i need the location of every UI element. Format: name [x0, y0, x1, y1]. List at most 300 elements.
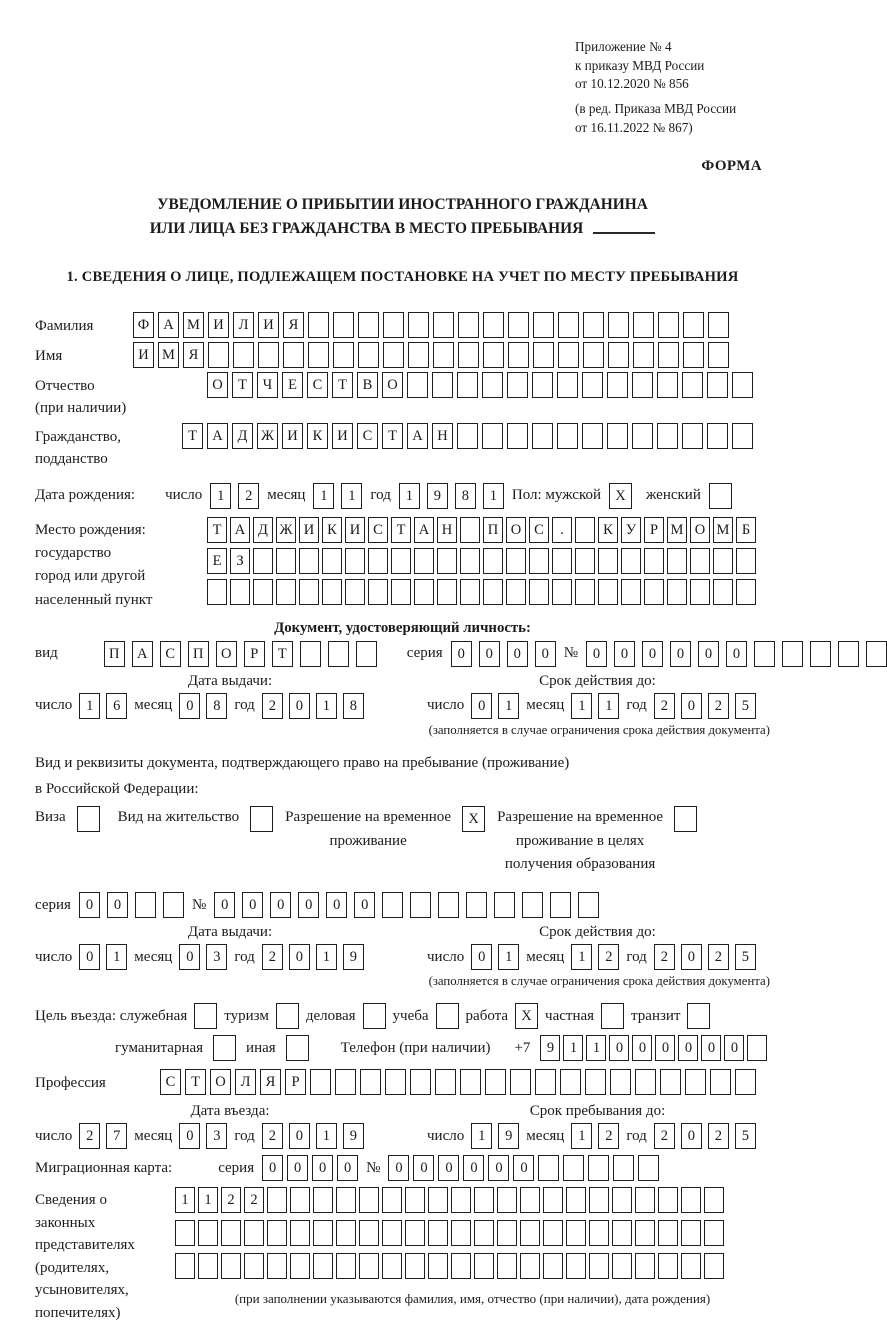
legal-reps-cell[interactable]: [175, 1253, 195, 1279]
permit-number-cell[interactable]: 0: [298, 892, 319, 918]
birth-day-cell[interactable]: 1: [210, 483, 231, 509]
name-cell[interactable]: [433, 342, 454, 368]
entry-year-cell[interactable]: 2: [262, 1123, 283, 1149]
birthplace-cell[interactable]: [736, 548, 756, 574]
legal-reps-cell[interactable]: [520, 1220, 540, 1246]
legal-reps-cell[interactable]: [244, 1253, 264, 1279]
stay-year-cell[interactable]: 5: [735, 1123, 756, 1149]
birthplace-cell[interactable]: [368, 548, 388, 574]
doc-issue-day-cell[interactable]: 6: [106, 693, 127, 719]
permit-number-cell[interactable]: [466, 892, 487, 918]
temp-residence-cell[interactable]: X: [462, 806, 485, 832]
legal-reps-cell[interactable]: [612, 1253, 632, 1279]
doc-number-cell[interactable]: 0: [586, 641, 607, 667]
legal-reps-cell[interactable]: [359, 1220, 379, 1246]
surname-cell[interactable]: [683, 312, 704, 338]
migration-number-cell[interactable]: [638, 1155, 659, 1181]
legal-reps-cell[interactable]: [497, 1187, 517, 1213]
permit-valid-year-cell[interactable]: 2: [654, 944, 675, 970]
doc-kind-cell[interactable]: Р: [244, 641, 265, 667]
name-cell[interactable]: [333, 342, 354, 368]
legal-reps-cell[interactable]: [198, 1220, 218, 1246]
name-cell[interactable]: [208, 342, 229, 368]
name-cell[interactable]: [283, 342, 304, 368]
permit-number-cell[interactable]: [578, 892, 599, 918]
migration-number-cell[interactable]: 0: [463, 1155, 484, 1181]
birthplace-cell[interactable]: А: [414, 517, 434, 543]
purpose-official-cell[interactable]: [194, 1003, 217, 1029]
birthplace-cell[interactable]: [299, 548, 319, 574]
permit-series-cell[interactable]: [135, 892, 156, 918]
legal-reps-cell[interactable]: [428, 1220, 448, 1246]
birthplace-cell[interactable]: [414, 548, 434, 574]
name-cell[interactable]: [608, 342, 629, 368]
citizenship-cell[interactable]: [732, 423, 753, 449]
legal-reps-cell[interactable]: [704, 1253, 724, 1279]
surname-cell[interactable]: Л: [233, 312, 254, 338]
permit-number-cell[interactable]: [522, 892, 543, 918]
birthplace-cell[interactable]: [391, 579, 411, 605]
permit-number-cell[interactable]: 0: [214, 892, 235, 918]
doc-kind-cell[interactable]: П: [104, 641, 125, 667]
legal-reps-cell[interactable]: [635, 1253, 655, 1279]
phone-digit-cell[interactable]: 0: [609, 1035, 629, 1061]
birthplace-cell[interactable]: [736, 579, 756, 605]
legal-reps-cell[interactable]: [290, 1253, 310, 1279]
legal-reps-cell[interactable]: [520, 1253, 540, 1279]
profession-cell[interactable]: [435, 1069, 456, 1095]
surname-cell[interactable]: [633, 312, 654, 338]
birthplace-cell[interactable]: [483, 548, 503, 574]
surname-cell[interactable]: А: [158, 312, 179, 338]
legal-reps-cell[interactable]: [359, 1253, 379, 1279]
doc-number-cell[interactable]: [810, 641, 831, 667]
legal-reps-cell[interactable]: [474, 1187, 494, 1213]
profession-cell[interactable]: Я: [260, 1069, 281, 1095]
citizenship-cell[interactable]: Т: [382, 423, 403, 449]
profession-cell[interactable]: [385, 1069, 406, 1095]
name-cell[interactable]: [308, 342, 329, 368]
surname-cell[interactable]: [458, 312, 479, 338]
patronymic-cell[interactable]: [507, 372, 528, 398]
legal-reps-cell[interactable]: [658, 1220, 678, 1246]
legal-reps-cell[interactable]: [658, 1187, 678, 1213]
birthplace-cell[interactable]: [506, 579, 526, 605]
citizenship-cell[interactable]: [507, 423, 528, 449]
profession-cell[interactable]: [360, 1069, 381, 1095]
phone-digit-cell[interactable]: 0: [701, 1035, 721, 1061]
doc-number-cell[interactable]: [754, 641, 775, 667]
name-cell[interactable]: М: [158, 342, 179, 368]
legal-reps-cell[interactable]: [589, 1253, 609, 1279]
name-cell[interactable]: [508, 342, 529, 368]
birthplace-cell[interactable]: Н: [437, 517, 457, 543]
permit-issue-year-cell[interactable]: 9: [343, 944, 364, 970]
citizenship-cell[interactable]: [707, 423, 728, 449]
birthplace-cell[interactable]: [621, 548, 641, 574]
legal-reps-cell[interactable]: [681, 1253, 701, 1279]
profession-cell[interactable]: Р: [285, 1069, 306, 1095]
profession-cell[interactable]: Т: [185, 1069, 206, 1095]
doc-number-cell[interactable]: 0: [726, 641, 747, 667]
birthplace-cell[interactable]: [621, 579, 641, 605]
phone-digit-cell[interactable]: 1: [586, 1035, 606, 1061]
doc-valid-year-cell[interactable]: 2: [654, 693, 675, 719]
profession-cell[interactable]: Л: [235, 1069, 256, 1095]
purpose-business-cell[interactable]: [363, 1003, 386, 1029]
purpose-other-cell[interactable]: [286, 1035, 309, 1061]
birthplace-cell[interactable]: [598, 548, 618, 574]
permit-number-cell[interactable]: [410, 892, 431, 918]
surname-cell[interactable]: Ф: [133, 312, 154, 338]
visa-cell[interactable]: [77, 806, 100, 832]
legal-reps-cell[interactable]: [336, 1253, 356, 1279]
citizenship-cell[interactable]: [557, 423, 578, 449]
patronymic-cell[interactable]: С: [307, 372, 328, 398]
patronymic-cell[interactable]: О: [207, 372, 228, 398]
entry-day-cell[interactable]: 7: [106, 1123, 127, 1149]
profession-cell[interactable]: [735, 1069, 756, 1095]
birthplace-cell[interactable]: [690, 548, 710, 574]
legal-reps-cell[interactable]: [704, 1187, 724, 1213]
residence-permit-cell[interactable]: [250, 806, 273, 832]
doc-number-cell[interactable]: 0: [698, 641, 719, 667]
legal-reps-cell[interactable]: [290, 1187, 310, 1213]
citizenship-cell[interactable]: И: [332, 423, 353, 449]
permit-number-cell[interactable]: 0: [242, 892, 263, 918]
doc-number-cell[interactable]: [866, 641, 887, 667]
doc-number-cell[interactable]: [838, 641, 859, 667]
surname-cell[interactable]: [508, 312, 529, 338]
name-cell[interactable]: [458, 342, 479, 368]
legal-reps-cell[interactable]: [267, 1220, 287, 1246]
doc-kind-cell[interactable]: П: [188, 641, 209, 667]
migration-series-cell[interactable]: 0: [312, 1155, 333, 1181]
legal-reps-cell[interactable]: [566, 1187, 586, 1213]
birthplace-cell[interactable]: [713, 548, 733, 574]
legal-reps-cell[interactable]: [451, 1187, 471, 1213]
doc-valid-year-cell[interactable]: 2: [708, 693, 729, 719]
patronymic-cell[interactable]: [457, 372, 478, 398]
legal-reps-cell[interactable]: [336, 1187, 356, 1213]
legal-reps-cell[interactable]: [566, 1253, 586, 1279]
permit-issue-day-cell[interactable]: 1: [106, 944, 127, 970]
sex-male-cell[interactable]: X: [609, 483, 632, 509]
permit-issue-month-cell[interactable]: 0: [179, 944, 200, 970]
legal-reps-cell[interactable]: [313, 1187, 333, 1213]
birthplace-cell[interactable]: [299, 579, 319, 605]
phone-digit-cell[interactable]: 0: [655, 1035, 675, 1061]
birthplace-cell[interactable]: [713, 579, 733, 605]
surname-cell[interactable]: [708, 312, 729, 338]
doc-number-cell[interactable]: 0: [670, 641, 691, 667]
purpose-transit-cell[interactable]: [687, 1003, 710, 1029]
birthplace-cell[interactable]: С: [368, 517, 388, 543]
name-cell[interactable]: [483, 342, 504, 368]
doc-issue-year-cell[interactable]: 0: [289, 693, 310, 719]
patronymic-cell[interactable]: В: [357, 372, 378, 398]
surname-cell[interactable]: [658, 312, 679, 338]
surname-cell[interactable]: [533, 312, 554, 338]
birthplace-cell[interactable]: Т: [207, 517, 227, 543]
citizenship-cell[interactable]: [607, 423, 628, 449]
patronymic-cell[interactable]: Т: [232, 372, 253, 398]
permit-number-cell[interactable]: 0: [354, 892, 375, 918]
stay-year-cell[interactable]: 2: [708, 1123, 729, 1149]
permit-issue-day-cell[interactable]: 0: [79, 944, 100, 970]
birthplace-cell[interactable]: [207, 579, 227, 605]
birthplace-cell[interactable]: [253, 579, 273, 605]
birthplace-cell[interactable]: [437, 579, 457, 605]
legal-reps-cell[interactable]: [543, 1253, 563, 1279]
patronymic-cell[interactable]: [632, 372, 653, 398]
patronymic-cell[interactable]: Т: [332, 372, 353, 398]
profession-cell[interactable]: [635, 1069, 656, 1095]
surname-cell[interactable]: [308, 312, 329, 338]
doc-valid-month-cell[interactable]: 1: [571, 693, 592, 719]
permit-issue-year-cell[interactable]: 0: [289, 944, 310, 970]
migration-number-cell[interactable]: 0: [488, 1155, 509, 1181]
birthplace-cell[interactable]: [414, 579, 434, 605]
patronymic-cell[interactable]: [707, 372, 728, 398]
migration-number-cell[interactable]: [588, 1155, 609, 1181]
migration-number-cell[interactable]: 0: [513, 1155, 534, 1181]
doc-valid-year-cell[interactable]: 0: [681, 693, 702, 719]
profession-cell[interactable]: [310, 1069, 331, 1095]
citizenship-cell[interactable]: [657, 423, 678, 449]
citizenship-cell[interactable]: Д: [232, 423, 253, 449]
legal-reps-cell[interactable]: [405, 1220, 425, 1246]
birthplace-cell[interactable]: О: [506, 517, 526, 543]
surname-cell[interactable]: И: [258, 312, 279, 338]
doc-issue-year-cell[interactable]: 8: [343, 693, 364, 719]
citizenship-cell[interactable]: С: [357, 423, 378, 449]
doc-kind-cell[interactable]: [356, 641, 377, 667]
birthplace-cell[interactable]: [529, 548, 549, 574]
citizenship-cell[interactable]: А: [207, 423, 228, 449]
permit-series-cell[interactable]: 0: [79, 892, 100, 918]
profession-cell[interactable]: [610, 1069, 631, 1095]
doc-valid-month-cell[interactable]: 1: [598, 693, 619, 719]
legal-reps-cell[interactable]: [589, 1220, 609, 1246]
legal-reps-cell[interactable]: [428, 1187, 448, 1213]
birthplace-cell[interactable]: [276, 579, 296, 605]
surname-cell[interactable]: [433, 312, 454, 338]
birthplace-cell[interactable]: У: [621, 517, 641, 543]
doc-number-cell[interactable]: 0: [642, 641, 663, 667]
birth-year-cell[interactable]: 9: [427, 483, 448, 509]
doc-number-cell[interactable]: 0: [614, 641, 635, 667]
doc-issue-year-cell[interactable]: 2: [262, 693, 283, 719]
legal-reps-cell[interactable]: [382, 1220, 402, 1246]
surname-cell[interactable]: [558, 312, 579, 338]
legal-reps-cell[interactable]: [612, 1187, 632, 1213]
permit-valid-day-cell[interactable]: 0: [471, 944, 492, 970]
birthplace-cell[interactable]: [460, 548, 480, 574]
permit-number-cell[interactable]: [550, 892, 571, 918]
legal-reps-cell[interactable]: [336, 1220, 356, 1246]
birthplace-cell[interactable]: М: [667, 517, 687, 543]
permit-number-cell[interactable]: [494, 892, 515, 918]
profession-cell[interactable]: [485, 1069, 506, 1095]
permit-series-cell[interactable]: 0: [107, 892, 128, 918]
legal-reps-cell[interactable]: [175, 1220, 195, 1246]
doc-kind-cell[interactable]: [300, 641, 321, 667]
legal-reps-cell[interactable]: [658, 1253, 678, 1279]
birthplace-cell[interactable]: [345, 548, 365, 574]
patronymic-cell[interactable]: [582, 372, 603, 398]
migration-series-cell[interactable]: 0: [287, 1155, 308, 1181]
birthplace-cell[interactable]: [690, 579, 710, 605]
legal-reps-cell[interactable]: [635, 1187, 655, 1213]
permit-valid-year-cell[interactable]: 0: [681, 944, 702, 970]
migration-number-cell[interactable]: 0: [388, 1155, 409, 1181]
surname-cell[interactable]: Я: [283, 312, 304, 338]
patronymic-cell[interactable]: [532, 372, 553, 398]
citizenship-cell[interactable]: И: [282, 423, 303, 449]
stay-year-cell[interactable]: 0: [681, 1123, 702, 1149]
birthplace-cell[interactable]: Т: [391, 517, 411, 543]
birthplace-cell[interactable]: [575, 548, 595, 574]
legal-reps-cell[interactable]: [313, 1220, 333, 1246]
sex-female-cell[interactable]: [709, 483, 732, 509]
birthplace-cell[interactable]: [368, 579, 388, 605]
patronymic-cell[interactable]: [607, 372, 628, 398]
legal-reps-cell[interactable]: [451, 1253, 471, 1279]
name-cell[interactable]: Я: [183, 342, 204, 368]
migration-number-cell[interactable]: [613, 1155, 634, 1181]
doc-valid-day-cell[interactable]: 1: [498, 693, 519, 719]
birthplace-cell[interactable]: Р: [644, 517, 664, 543]
permit-issue-year-cell[interactable]: 1: [316, 944, 337, 970]
surname-cell[interactable]: [608, 312, 629, 338]
citizenship-cell[interactable]: Т: [182, 423, 203, 449]
birthplace-cell[interactable]: [552, 579, 572, 605]
migration-number-cell[interactable]: [538, 1155, 559, 1181]
birthplace-cell[interactable]: [253, 548, 273, 574]
permit-issue-year-cell[interactable]: 2: [262, 944, 283, 970]
migration-number-cell[interactable]: 0: [413, 1155, 434, 1181]
birthplace-cell[interactable]: [460, 579, 480, 605]
patronymic-cell[interactable]: О: [382, 372, 403, 398]
legal-reps-cell[interactable]: 1: [198, 1187, 218, 1213]
doc-series-cell[interactable]: 0: [535, 641, 556, 667]
legal-reps-cell[interactable]: [566, 1220, 586, 1246]
birthplace-cell[interactable]: [437, 548, 457, 574]
citizenship-cell[interactable]: К: [307, 423, 328, 449]
name-cell[interactable]: [233, 342, 254, 368]
legal-reps-cell[interactable]: [267, 1253, 287, 1279]
permit-number-cell[interactable]: 0: [270, 892, 291, 918]
surname-cell[interactable]: [383, 312, 404, 338]
profession-cell[interactable]: [510, 1069, 531, 1095]
phone-digit-cell[interactable]: 0: [632, 1035, 652, 1061]
migration-number-cell[interactable]: [563, 1155, 584, 1181]
birthplace-cell[interactable]: [391, 548, 411, 574]
citizenship-cell[interactable]: [532, 423, 553, 449]
entry-year-cell[interactable]: 9: [343, 1123, 364, 1149]
birthplace-cell[interactable]: П: [483, 517, 503, 543]
legal-reps-cell[interactable]: [221, 1220, 241, 1246]
birthplace-cell[interactable]: [575, 517, 595, 543]
legal-reps-cell[interactable]: 2: [221, 1187, 241, 1213]
patronymic-cell[interactable]: Е: [282, 372, 303, 398]
doc-issue-month-cell[interactable]: 0: [179, 693, 200, 719]
legal-reps-cell[interactable]: [704, 1220, 724, 1246]
birthplace-cell[interactable]: [644, 548, 664, 574]
surname-cell[interactable]: [333, 312, 354, 338]
legal-reps-cell[interactable]: [451, 1220, 471, 1246]
legal-reps-cell[interactable]: [244, 1220, 264, 1246]
legal-reps-cell[interactable]: [589, 1187, 609, 1213]
citizenship-cell[interactable]: А: [407, 423, 428, 449]
patronymic-cell[interactable]: [432, 372, 453, 398]
doc-kind-cell[interactable]: С: [160, 641, 181, 667]
purpose-tourism-cell[interactable]: [276, 1003, 299, 1029]
purpose-private-cell[interactable]: [601, 1003, 624, 1029]
birthplace-cell[interactable]: .: [552, 517, 572, 543]
name-cell[interactable]: [683, 342, 704, 368]
doc-series-cell[interactable]: 0: [479, 641, 500, 667]
birthplace-cell[interactable]: [667, 579, 687, 605]
legal-reps-cell[interactable]: [497, 1220, 517, 1246]
name-cell[interactable]: [533, 342, 554, 368]
legal-reps-cell[interactable]: [382, 1187, 402, 1213]
birthplace-cell[interactable]: Е: [207, 548, 227, 574]
birthplace-cell[interactable]: Б: [736, 517, 756, 543]
birth-year-cell[interactable]: 1: [483, 483, 504, 509]
surname-cell[interactable]: [583, 312, 604, 338]
birth-year-cell[interactable]: 8: [455, 483, 476, 509]
doc-issue-year-cell[interactable]: 1: [316, 693, 337, 719]
birth-day-cell[interactable]: 2: [238, 483, 259, 509]
citizenship-cell[interactable]: [457, 423, 478, 449]
stay-month-cell[interactable]: 1: [571, 1123, 592, 1149]
doc-series-cell[interactable]: 0: [451, 641, 472, 667]
phone-digit-cell[interactable]: [747, 1035, 767, 1061]
doc-number-cell[interactable]: [782, 641, 803, 667]
patronymic-cell[interactable]: Ч: [257, 372, 278, 398]
name-cell[interactable]: [383, 342, 404, 368]
legal-reps-cell[interactable]: [497, 1253, 517, 1279]
name-cell[interactable]: [408, 342, 429, 368]
profession-cell[interactable]: [660, 1069, 681, 1095]
entry-year-cell[interactable]: 1: [316, 1123, 337, 1149]
birth-month-cell[interactable]: 1: [341, 483, 362, 509]
name-cell[interactable]: [633, 342, 654, 368]
permit-number-cell[interactable]: 0: [326, 892, 347, 918]
citizenship-cell[interactable]: [582, 423, 603, 449]
profession-cell[interactable]: [410, 1069, 431, 1095]
profession-cell[interactable]: [335, 1069, 356, 1095]
legal-reps-cell[interactable]: [267, 1187, 287, 1213]
name-cell[interactable]: [558, 342, 579, 368]
birthplace-cell[interactable]: Ж: [276, 517, 296, 543]
birth-year-cell[interactable]: 1: [399, 483, 420, 509]
birthplace-cell[interactable]: [667, 548, 687, 574]
doc-valid-year-cell[interactable]: 5: [735, 693, 756, 719]
stay-year-cell[interactable]: 2: [654, 1123, 675, 1149]
phone-digit-cell[interactable]: 9: [540, 1035, 560, 1061]
legal-reps-cell[interactable]: [221, 1253, 241, 1279]
legal-reps-cell[interactable]: [313, 1253, 333, 1279]
permit-valid-day-cell[interactable]: 1: [498, 944, 519, 970]
legal-reps-cell[interactable]: [474, 1253, 494, 1279]
birthplace-cell[interactable]: И: [345, 517, 365, 543]
doc-kind-cell[interactable]: Т: [272, 641, 293, 667]
birthplace-cell[interactable]: [529, 579, 549, 605]
entry-month-cell[interactable]: 0: [179, 1123, 200, 1149]
